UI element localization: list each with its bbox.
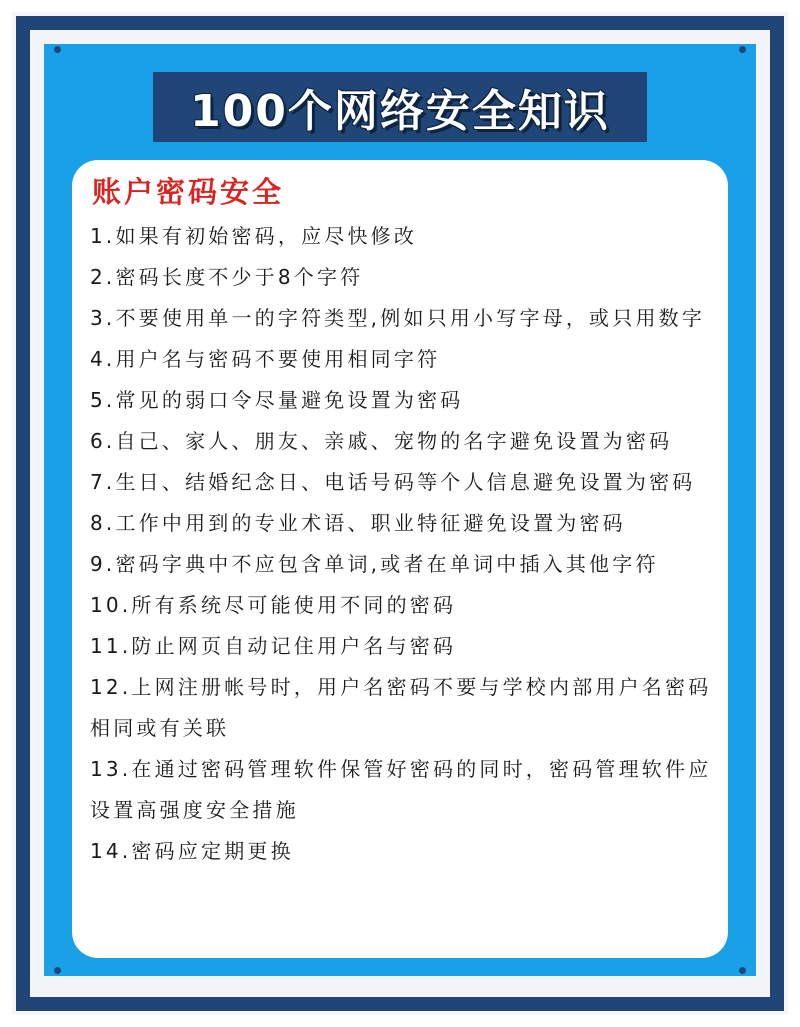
list-item: 9.密码字典中不应包含单词,或者在单词中插入其他字符 (90, 552, 659, 576)
corner-dot (739, 967, 746, 974)
list-item: 3.不要使用单一的字符类型,例如只用小写字母，或只用数字 (90, 306, 706, 330)
section-heading: 账户密码安全 (92, 175, 285, 209)
list-item: 2.密码长度不少于8个字符 (90, 265, 364, 289)
list-item: 12.上网注册帐号时，用户名密码不要与学校内部用户名密码相同或有关联 (90, 675, 712, 740)
corner-dot (739, 46, 746, 53)
tips-list (90, 216, 714, 872)
title-banner (153, 72, 647, 142)
corner-dot (54, 46, 61, 53)
content-card (72, 160, 728, 958)
list-item: 4.用户名与密码不要使用相同字符 (90, 347, 441, 371)
list-item: 6.自己、家人、朋友、亲戚、宠物的名字避免设置为密码 (90, 429, 673, 453)
list-item: 10.所有系统尽可能使用不同的密码 (90, 593, 457, 617)
list-item: 13.在通过密码管理软件保管好密码的同时，密码管理软件应设置高强度安全措施 (90, 757, 712, 822)
list-item: 8.工作中用到的专业术语、职业特征避免设置为密码 (90, 511, 626, 535)
list-item: 14.密码应定期更换 (90, 839, 294, 863)
corner-dot (54, 967, 61, 974)
list-item: 7.生日、结婚纪念日、电话号码等个人信息避免设置为密码 (90, 470, 696, 494)
list-item: 11.防止网页自动记住用户名与密码 (90, 634, 457, 658)
page-title: 100个网络安全知识 (190, 86, 610, 137)
list-item: 1.如果有初始密码，应尽快修改 (90, 224, 418, 248)
list-item: 5.常见的弱口令尽量避免设置为密码 (90, 388, 464, 412)
